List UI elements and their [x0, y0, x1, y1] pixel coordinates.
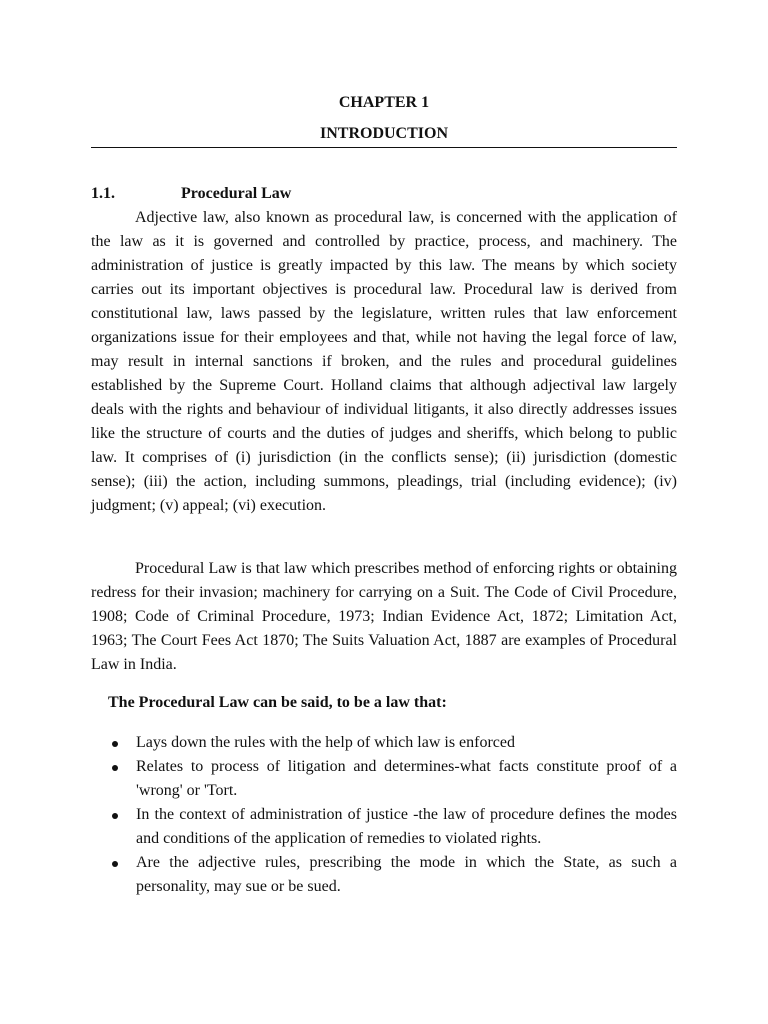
list-item [91, 731, 677, 755]
section-heading [91, 184, 677, 204]
list-item [91, 803, 677, 851]
list-item-text: Relates to process of litigation and determines-what facts constitute proof of a 'wrong' or 'Tort. [136, 758, 677, 799]
bullet-icon [112, 765, 118, 771]
bullet-icon [112, 741, 118, 747]
list-lead-in: The Procedural Law can be said, to be a law that: [108, 694, 447, 711]
chapter-label: CHAPTER 1 [338, 94, 430, 111]
title-divider [91, 147, 677, 148]
list-item [91, 851, 677, 899]
bullet-icon [112, 813, 118, 819]
section-title: Procedural Law [181, 185, 292, 202]
list-item-text: Are the adjective rules, prescribing the mode in which the State, as such a personality, may sue or be sued. [136, 854, 677, 895]
chapter-title: INTRODUCTION [319, 125, 448, 142]
paragraph-adjective-law: Adjective law, also known as procedural law, is concerned with the application of the law as it is governed and controlled by practice, process, and machinery. The administration of justice is greatly impacted by this law. The means by which society carries out its important objectives is procedural law. Procedural law is derived from constitutional law, laws passed by the legislature, written rules that law enforcement organizations issue for their employees and that, while not having the legal force of law, may result in internal sanctions if broken, and the rules and procedural guidelines established by the Supreme Court. Holland claims that although adjectival law largely deals with the rights and behaviour of individual litigants, it also directly addresses issues like the structure of courts and the duties of judges and sheriffs, which belong to public law. It comprises of (i) jurisdiction (in the conflicts sense); (ii) jurisdiction (domestic sense); (iii) the action, including summons, pleadings, trial (including evidence); (iv) judgment; (v) appeal; (vi) execution. [91, 209, 677, 514]
bullet-icon [112, 861, 118, 867]
list-item-text: Lays down the rules with the help of which law is enforced [136, 734, 516, 751]
paragraph-procedural-law: Procedural Law is that law which prescribes method of enforcing rights or obtaining redress for their invasion; machinery for carrying on a Suit. The Code of Civil Procedure, 1908; Code of Criminal Procedure, 1973; Indian Evidence Act, 1872; Limitation Act, 1963; The Court Fees Act 1870; The Suits Valuation Act, 1887 are examples of Procedural Law in India. [91, 560, 677, 673]
bullet-list [91, 731, 677, 899]
section-number: 1.1. [91, 185, 115, 202]
list-item [91, 755, 677, 803]
list-item-text: In the context of administration of justice -the law of procedure defines the modes and conditions of the application of remedies to violated rights. [136, 806, 677, 847]
